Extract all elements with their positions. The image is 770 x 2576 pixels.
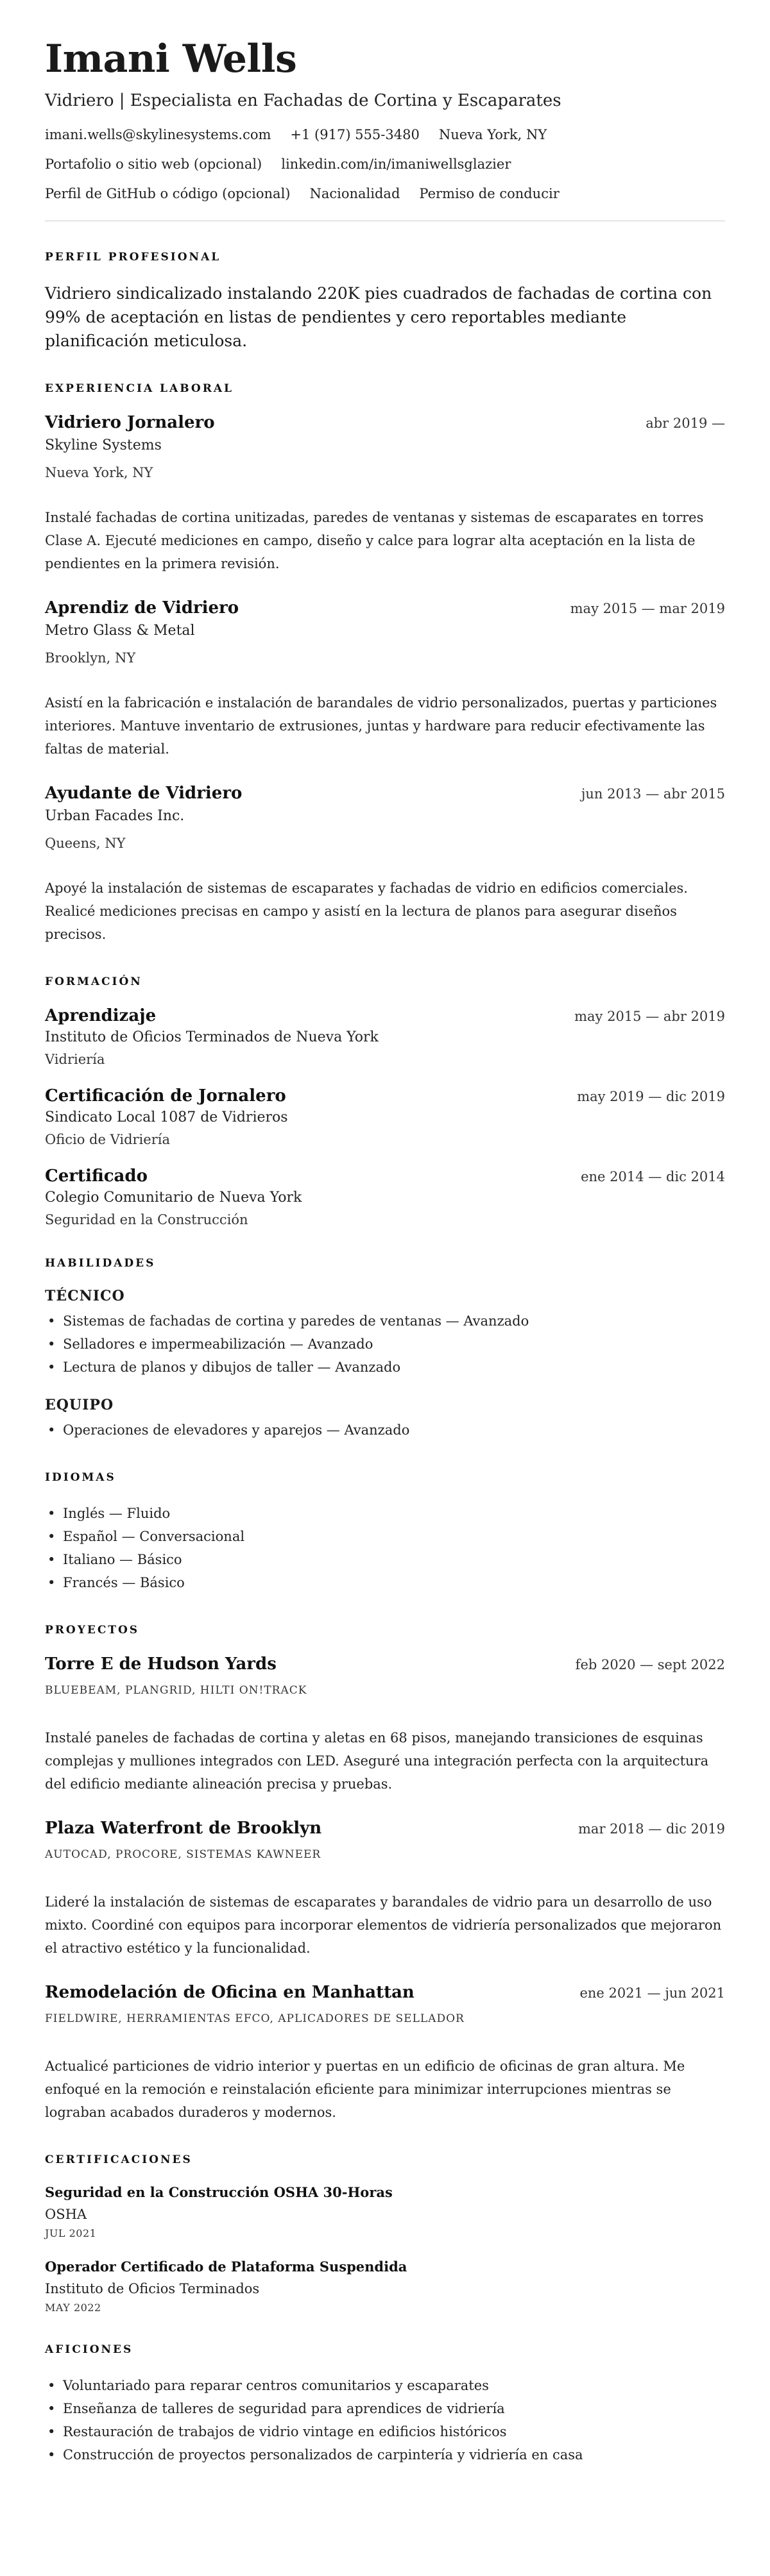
education-degree: Aprendizaje [45, 1006, 157, 1025]
languages-section [45, 1471, 725, 1594]
job-date: jun 2013 — abr 2015 [581, 786, 725, 802]
certifications-title: CERTIFICACIONES [45, 2153, 193, 2166]
projects-section [45, 1624, 725, 2124]
job-location: Brooklyn, NY [45, 650, 136, 666]
hobby-item: • Voluntariado para reparar centros comunitarios y escaparates [45, 2374, 725, 2397]
summary-title: PERFIL PROFESIONAL [45, 251, 221, 264]
experience-section [45, 382, 725, 946]
certification-date: MAY 2022 [45, 2302, 101, 2314]
language-list [45, 1502, 725, 1594]
job-date: abr 2019 — [646, 416, 725, 431]
hobby-item: • Restauración de trabajos de vidrio vintage en edificios históricos [45, 2420, 725, 2443]
skill-list [45, 1418, 725, 1442]
job-location: Nueva York, NY [45, 465, 153, 480]
education-entry [45, 1086, 725, 1147]
job-role: Ayudante de Vidriero [45, 784, 243, 803]
project-description: Actualicé particiones de vidrio interior y puertas en un edificio de oficinas de gran altura. Me enfoqué en la remoción e reinstalación eficiente para minimizar interrupciones mientras se lograban acabados duraderos y modernos. [45, 2058, 685, 2120]
skill-item: • Selladores e impermeabilización — Avanzado [45, 1333, 725, 1356]
project-tech: BLUEBEAM, PLANGRID, HILTI ON!TRACK [45, 1684, 307, 1697]
hobbies-section [45, 2343, 725, 2466]
language-item: • Inglés — Fluido [45, 1502, 725, 1525]
certification-name: Seguridad en la Construcción OSHA 30-Horas [45, 2184, 393, 2200]
language-item: • Español — Conversacional [45, 1525, 725, 1548]
job-description: Apoyé la instalación de sistemas de escaparates y fachadas de vidrio en edificios comerciales. Realicé mediciones precisas en campo y asistí en la lectura de planos para asegurar diseños precisos. [45, 880, 688, 942]
project-entry [45, 1654, 725, 1796]
project-description: Instalé paneles de fachadas de cortina y aletas en 68 pisos, manejando transiciones de esquinas complejas y mulliones integrados con LED. Aseguré una integración perfecta con la arquitectura del edificio mediante alineación precisa y pruebas. [45, 1730, 709, 1792]
contact-email[interactable]: imani.wells@skylinesystems.com [45, 127, 271, 142]
contact-row-extra [45, 186, 725, 201]
project-date: mar 2018 — dic 2019 [578, 1821, 725, 1837]
education-date: may 2015 — abr 2019 [574, 1009, 725, 1024]
hobby-item: • Construcción de proyectos personalizados de carpintería y vidriería en casa [45, 2443, 725, 2466]
project-name: Remodelación de Oficina en Manhattan [45, 1983, 415, 2002]
education-institution: Sindicato Local 1087 de Vidrieros [45, 1109, 288, 1125]
project-tech: FIELDWIRE, HERRAMIENTAS EFCO, APLICADORES DE SELLADOR [45, 2012, 465, 2025]
project-entry [45, 1983, 725, 2124]
job-date: may 2015 — mar 2019 [570, 601, 725, 616]
summary-text: Vidriero sindicalizado instalando 220K pies cuadrados de fachadas de cortina con 99% de aceptación en listas de pendientes y cero reportables mediante planificación meticulosa. [45, 284, 712, 350]
certification-date: JUL 2021 [45, 2227, 97, 2239]
education-entry [45, 1166, 725, 1227]
language-item: • Francés — Básico [45, 1571, 725, 1594]
project-tech: AUTOCAD, PROCORE, SISTEMAS KAWNEER [45, 1848, 321, 1861]
candidate-name: Imani Wells [45, 37, 297, 81]
education-date: may 2019 — dic 2019 [577, 1089, 725, 1104]
contact-location: Nueva York, NY [438, 127, 547, 142]
contact-linkedin[interactable]: linkedin.com/in/imaniwellsglazier [281, 156, 511, 172]
education-institution: Instituto de Oficios Terminados de Nueva York [45, 1029, 379, 1045]
project-name: Plaza Waterfront de Brooklyn [45, 1819, 322, 1838]
projects-title: PROYECTOS [45, 1624, 140, 1637]
education-entry [45, 1006, 725, 1067]
experience-entry [45, 784, 725, 946]
education-field: Seguridad en la Construcción [45, 1212, 248, 1227]
project-date: feb 2020 — sept 2022 [575, 1657, 725, 1672]
language-item: • Italiano — Básico [45, 1548, 725, 1571]
contact-portfolio[interactable]: Portafolio o sitio web (opcional) [45, 156, 262, 172]
education-section [45, 975, 725, 1227]
skill-group-title: TÉCNICO [45, 1288, 125, 1304]
job-role: Vidriero Jornalero [45, 413, 215, 432]
certification-entry [45, 2259, 725, 2314]
job-description: Instalé fachadas de cortina unitizadas, paredes de ventanas y sistemas de escaparates en torres Clase A. Ejecuté mediciones en campo, diseño y calce para lograr alta aceptación en la lista de pendientes en la primera revisión. [45, 510, 704, 571]
candidate-headline: Vidriero | Especialista en Fachadas de Cortina y Escaparates [45, 91, 561, 110]
contact-row-primary [45, 127, 725, 142]
job-role: Aprendiz de Vidriero [45, 598, 239, 618]
education-field: Oficio de Vidriería [45, 1132, 170, 1147]
job-company: Urban Facades Inc. [45, 808, 185, 824]
project-name: Torre E de Hudson Yards [45, 1654, 277, 1674]
skill-item: • Sistemas de fachadas de cortina y paredes de ventanas — Avanzado [45, 1309, 725, 1333]
certifications-section [45, 2153, 725, 2314]
experience-entry [45, 598, 725, 761]
skill-item: • Operaciones de elevadores y aparejos — Avanzado [45, 1418, 725, 1442]
hobby-item: • Enseñanza de talleres de seguridad para aprendices de vidriería [45, 2397, 725, 2420]
hobby-list [45, 2374, 725, 2466]
job-description: Asistí en la fabricación e instalación de barandales de vidrio personalizados, puertas y particiones interiores. Mantuve inventario de extrusiones, juntas y hardware para reducir efectivamente las faltas de material. [45, 695, 717, 757]
education-institution: Colegio Comunitario de Nueva York [45, 1190, 302, 1206]
contact-drivers-license: Permiso de conducir [419, 186, 560, 201]
skill-list [45, 1309, 725, 1379]
job-company: Metro Glass & Metal [45, 623, 195, 639]
project-entry [45, 1819, 725, 1960]
certification-issuer: Instituto de Oficios Terminados [45, 2281, 260, 2296]
resume-header [45, 37, 725, 201]
summary-section [45, 251, 725, 353]
education-degree: Certificación de Jornalero [45, 1086, 286, 1106]
skills-title: HABILIDADES [45, 1257, 156, 1270]
certification-issuer: OSHA [45, 2207, 87, 2222]
project-description: Lideré la instalación de sistemas de escaparates y barandales de vidrio para un desarrollo de uso mixto. Coordiné con equipos para incorporar elementos de vidriería personalizados que mejoraron el atractivo estético y la funcionalidad. [45, 1894, 722, 1956]
education-field: Vidriería [45, 1052, 105, 1067]
languages-title: IDIOMAS [45, 1471, 116, 1484]
education-date: ene 2014 — dic 2014 [581, 1169, 725, 1184]
contact-row-links [45, 156, 725, 172]
skills-section [45, 1257, 725, 1442]
hobbies-title: AFICIONES [45, 2343, 133, 2356]
experience-title: EXPERIENCIA LABORAL [45, 382, 234, 395]
certification-name: Operador Certificado de Plataforma Suspendida [45, 2259, 407, 2275]
skill-group-title: EQUIPO [45, 1397, 114, 1413]
job-location: Queens, NY [45, 836, 126, 851]
contact-phone[interactable]: +1 (917) 555-3480 [290, 127, 420, 142]
education-degree: Certificado [45, 1166, 148, 1186]
job-company: Skyline Systems [45, 437, 162, 453]
education-title: FORMACIÓN [45, 975, 142, 988]
experience-entry [45, 413, 725, 575]
contact-github[interactable]: Perfil de GitHub o código (opcional) [45, 186, 291, 201]
certification-entry [45, 2184, 725, 2239]
contact-nationality: Nacionalidad [309, 186, 400, 201]
skill-item: • Lectura de planos y dibujos de taller — Avanzado [45, 1356, 725, 1379]
project-date: ene 2021 — jun 2021 [579, 1985, 725, 2001]
